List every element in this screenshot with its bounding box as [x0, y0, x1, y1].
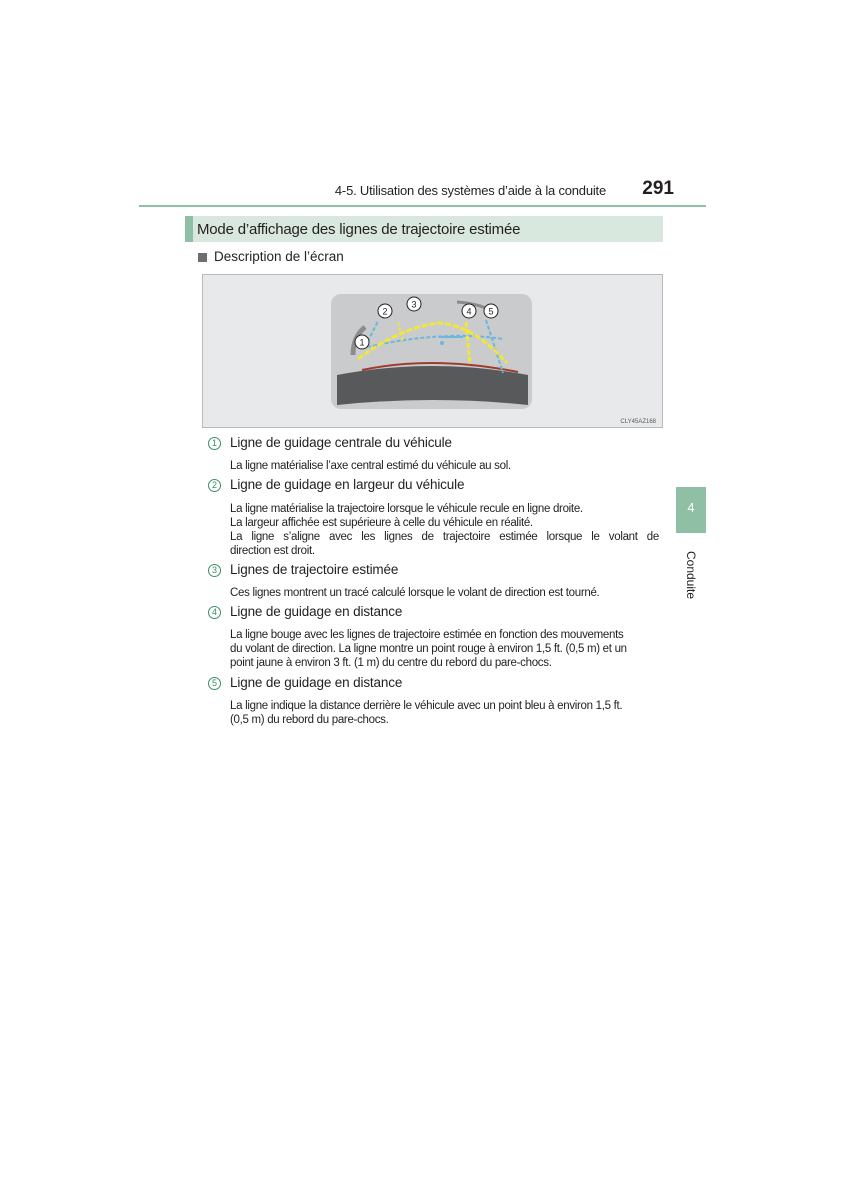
item-title-1: Ligne de guidage centrale du véhicule: [230, 435, 452, 450]
camera-screen-illustration: [203, 275, 664, 429]
item-title-4: Ligne de guidage en distance: [230, 604, 403, 619]
item-desc-2-line-1: La ligne matérialise la trajectoire lorsque le véhicule recule en ligne droite.: [230, 503, 583, 515]
item-desc-2-line-4: direction est droit.: [230, 545, 315, 557]
running-header-title: 4-5. Utilisation des systèmes d’aide à la conduite: [334, 183, 606, 198]
callout-5: [484, 304, 498, 318]
chapter-tab-number: 4: [687, 500, 695, 515]
blue-point: [440, 341, 444, 345]
subheading: Description de l’écran: [214, 249, 344, 264]
section-title: Mode d’affichage des lignes de trajectoire estimée: [197, 221, 521, 238]
page-number: 291: [642, 178, 674, 199]
item-desc-4-line-1: La ligne bouge avec les lignes de trajectoire estimée en fonction des mouvements: [230, 629, 624, 641]
item-number-2: 2: [208, 479, 221, 492]
item-number-3: 3: [208, 564, 221, 577]
item-number-5: 5: [208, 677, 221, 690]
figure-code: CLY45AZ168: [620, 419, 656, 425]
callout-label-1: 1: [359, 337, 365, 348]
item-number-1: 1: [208, 437, 221, 450]
item-title-5: Ligne de guidage en distance: [230, 675, 403, 690]
section-title-accent: [185, 216, 193, 242]
item-desc-4-line-2: du volant de direction. La ligne montre un point rouge à environ 1,5 ft. (0,5 m) et un: [230, 643, 627, 655]
callout-label-4: 4: [466, 306, 472, 317]
callout-2: [378, 304, 392, 318]
camera-screen-figure: [202, 274, 663, 428]
item-title-3: Lignes de trajectoire estimée: [230, 562, 399, 577]
header-rule: [139, 205, 706, 207]
item-desc-5-line-1: La ligne indique la distance derrière le véhicule avec un point bleu à environ 1,5 ft.: [230, 700, 623, 712]
callout-label-5: 5: [488, 306, 494, 317]
callout-label-3: 3: [411, 299, 417, 310]
item-desc-1-line-1: La ligne matérialise l’axe central estimé du véhicule au sol.: [230, 460, 511, 472]
square-bullet-icon: [198, 253, 207, 262]
callout-label-2: 2: [382, 306, 388, 317]
callout-4: [462, 304, 476, 318]
item-desc-2-line-2: La largeur affichée est supérieure à celle du véhicule en réalité.: [230, 517, 533, 529]
item-number-4: 4: [208, 606, 221, 619]
item-desc-4-line-3: point jaune à environ 3 ft. (1 m) du centre du rebord du pare-chocs.: [230, 657, 552, 669]
item-desc-2-line-3: La ligne s’aligne avec les lignes de trajectoire estimée lorsque le volant de: [230, 531, 659, 543]
callout-1: [355, 335, 369, 349]
chapter-tab-label: Conduite: [684, 550, 698, 600]
item-title-2: Ligne de guidage en largeur du véhicule: [230, 477, 465, 492]
callout-3: [407, 297, 421, 311]
item-desc-3-line-1: Ces lignes montrent un tracé calculé lorsque le volant de direction est tourné.: [230, 587, 600, 599]
bumper-shape: [337, 366, 528, 405]
item-desc-5-line-2: (0,5 m) du rebord du pare-chocs.: [230, 714, 389, 726]
